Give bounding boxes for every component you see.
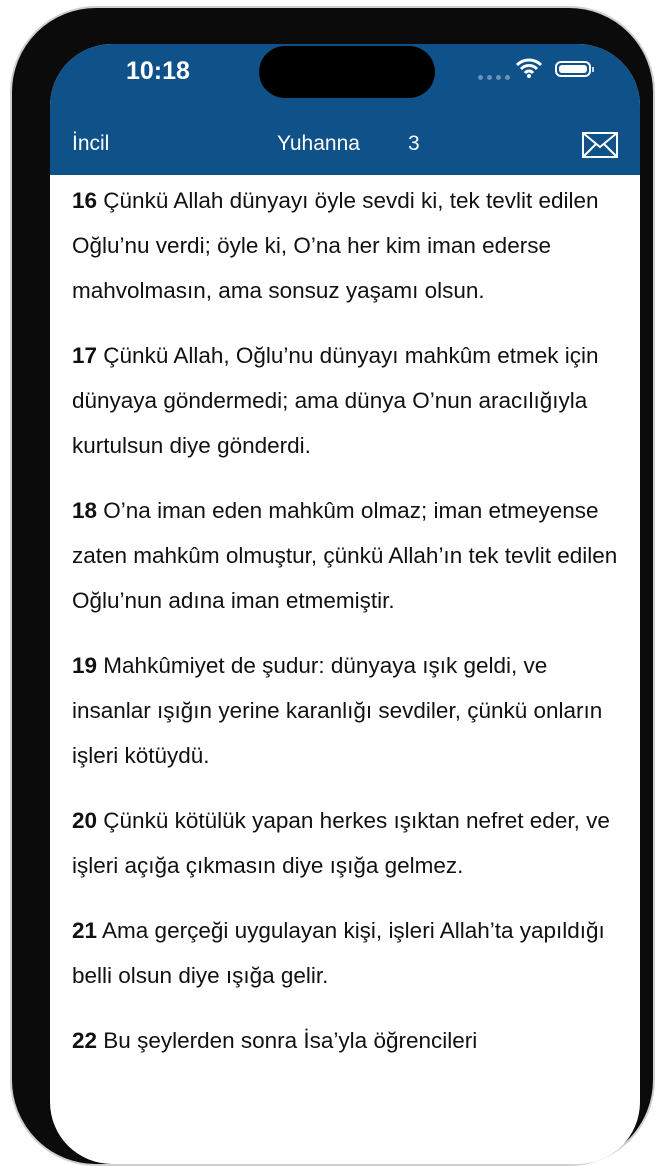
header — [50, 44, 640, 175]
verse-text: Çünkü Allah dünyayı öyle sevdi ki, tek tevlit edilen Oğlu’nu verdi; öyle ki, O’na her kim iman ederse mahvolmasın, ama sonsuz yaşamı olsun. — [72, 188, 599, 303]
verse-number: 22 — [72, 1028, 98, 1053]
verse-text: O’na iman eden mahkûm olmaz; iman etmeyense zaten mahkûm olmuştur, çünkü Allah’ın tek tevlit edilen Oğlu’nun adına iman etmemiştir. — [72, 498, 618, 613]
verse-text: Ama gerçeği uygulayan kişi, işleri Allah’ta yapıldığı belli olsun diye ışığa gelir. — [72, 918, 605, 988]
phone-frame — [10, 6, 655, 1166]
verse-number: 21 — [72, 918, 98, 943]
chapter-selector[interactable]: 3 — [408, 132, 420, 155]
verse — [72, 488, 632, 623]
verse — [72, 333, 632, 468]
verse-list — [72, 178, 632, 1083]
status-time: 10:18 — [126, 57, 190, 85]
mail-icon[interactable] — [582, 132, 618, 158]
verse-text: Çünkü kötülük yapan herkes ışıktan nefret eder, ve işleri açığa çıkmasın diye ışığa gelmez. — [72, 808, 610, 878]
verse-number: 20 — [72, 808, 98, 833]
verse-text: Mahkûmiyet de şudur: dünyaya ışık geldi, ve insanlar ışığın yerine karanlığı sevdiler, çünkü onların işleri kötüydü. — [72, 653, 603, 768]
verse-text: Çünkü Allah, Oğlu’nu dünyayı mahkûm etmek için dünyaya göndermedi; ama dünya O’nun aracılığıyla kurtulsun diye gönderdi. — [72, 343, 599, 458]
verse-number: 19 — [72, 653, 98, 678]
verse-text: Bu şeylerden sonra İsa’yla öğrencileri — [103, 1028, 478, 1053]
back-button[interactable]: İncil — [72, 132, 110, 155]
screen — [50, 44, 640, 1164]
dynamic-island — [259, 46, 435, 98]
verse — [72, 798, 632, 888]
book-selector[interactable]: Yuhanna — [277, 132, 360, 155]
verse-number: 17 — [72, 343, 98, 368]
verse — [72, 643, 632, 778]
verse — [72, 908, 632, 998]
signal-icon — [478, 75, 510, 80]
battery-icon — [555, 61, 591, 77]
verse-number: 16 — [72, 188, 98, 213]
verse — [72, 1018, 632, 1063]
verse-number: 18 — [72, 498, 98, 523]
wifi-icon — [516, 58, 542, 78]
verse — [72, 178, 632, 313]
